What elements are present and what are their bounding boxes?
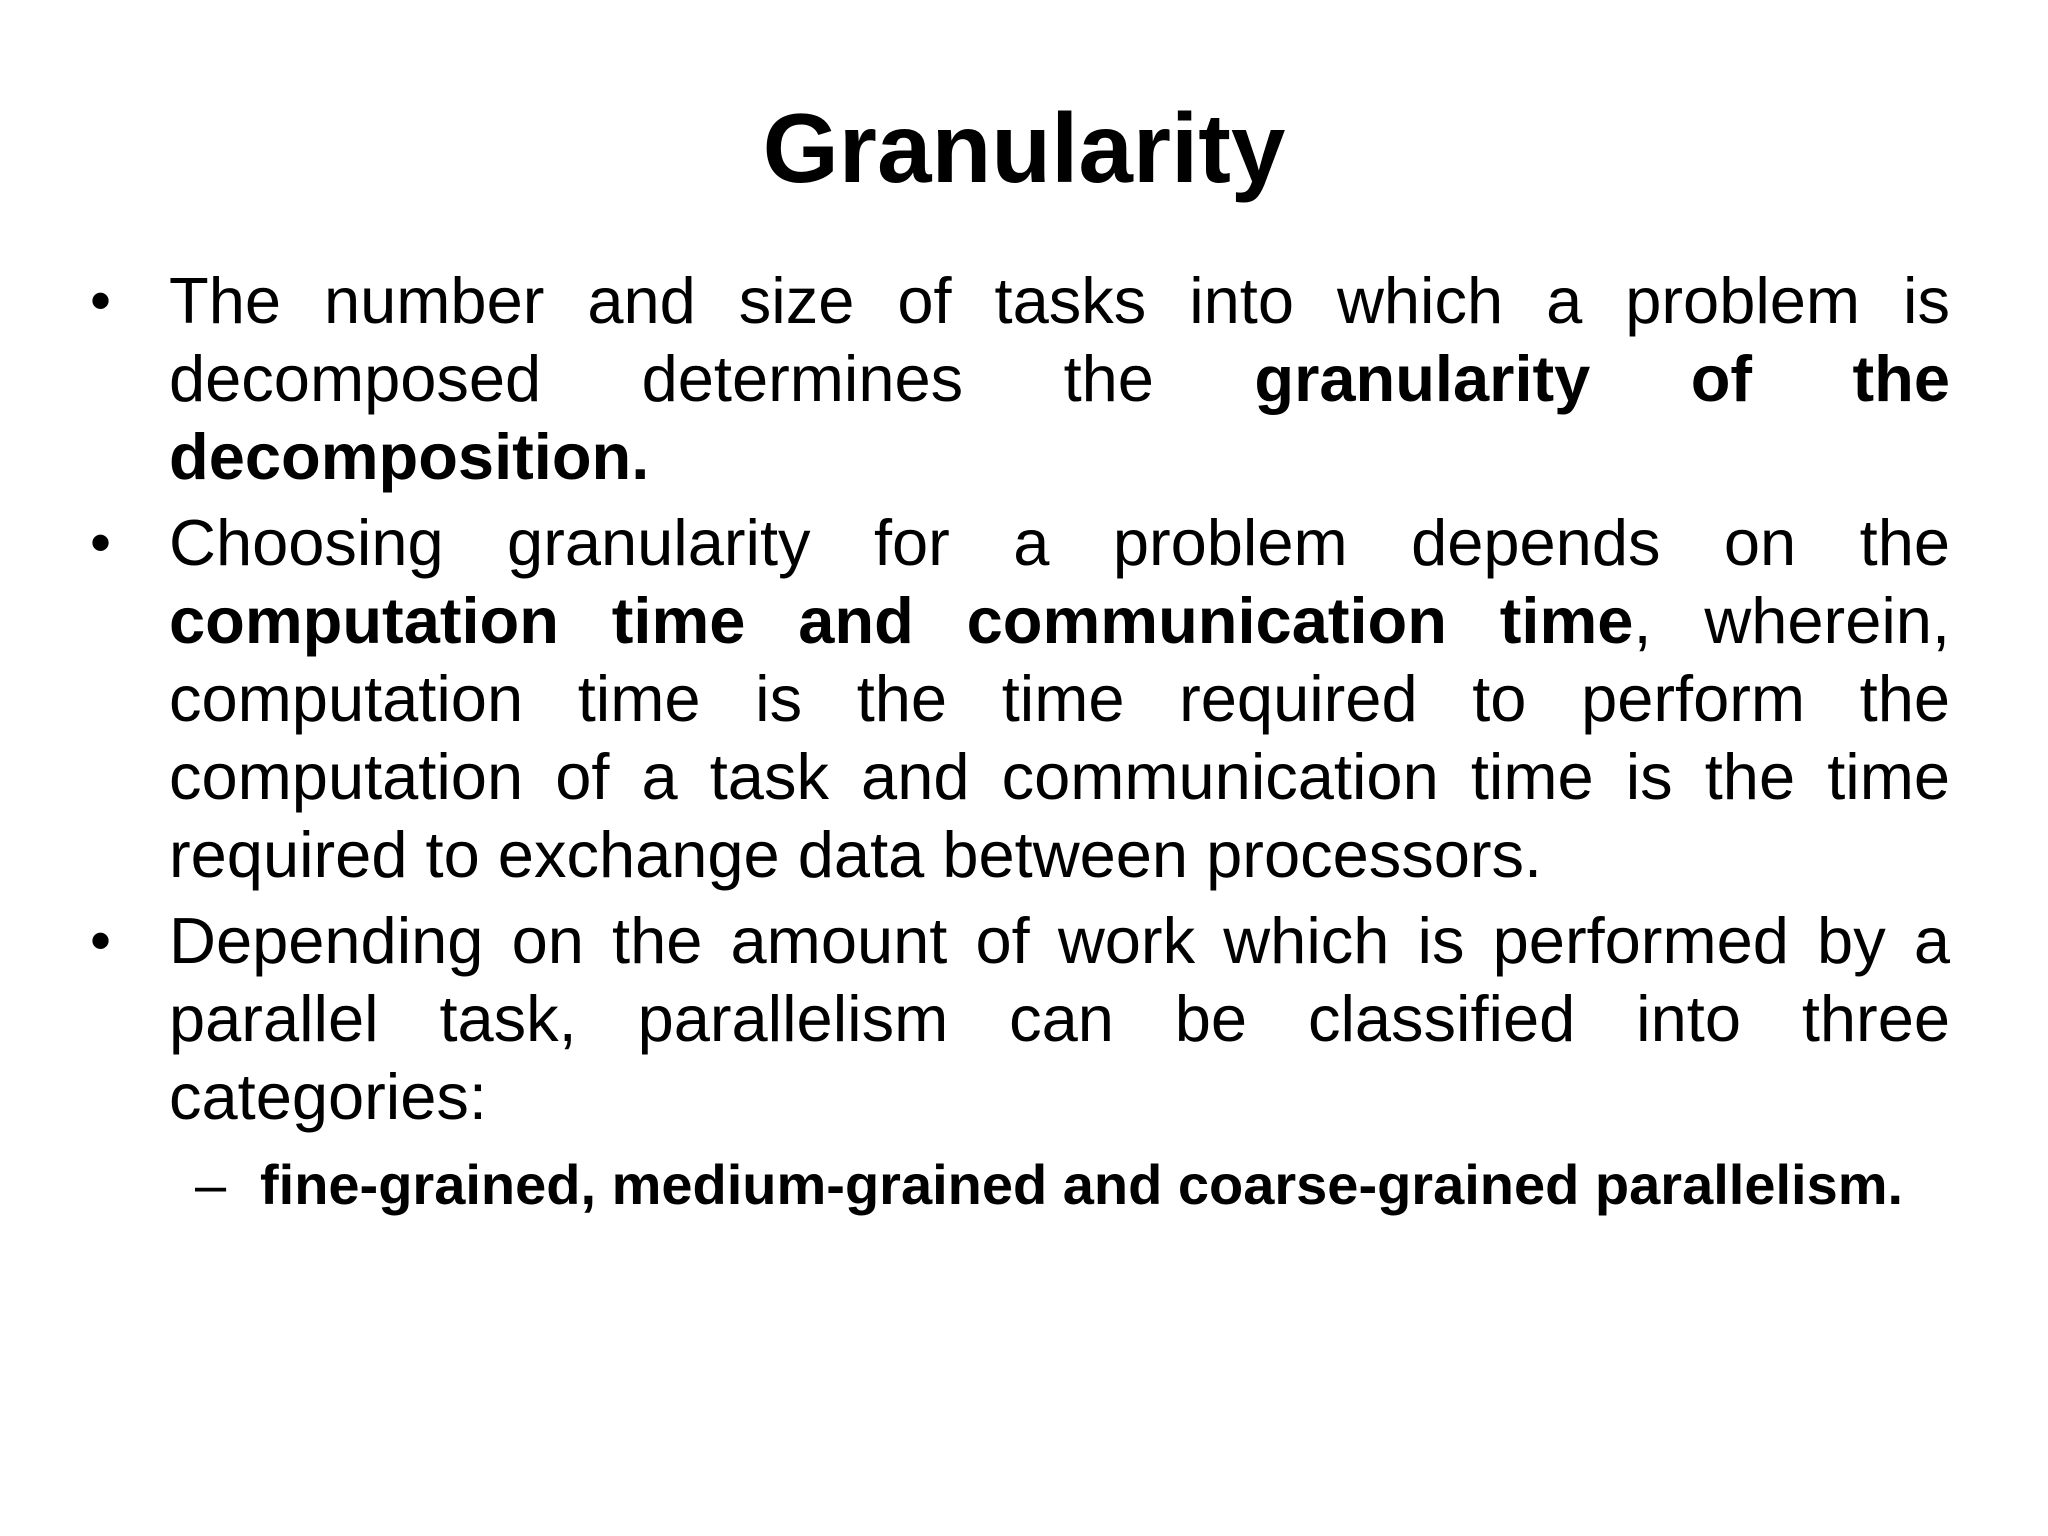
bullet-text-segment: , wherein, computation time is the time required to perform the computation of a task and communication time is the time required to exchange data between processors. xyxy=(169,584,1951,891)
bullet-text-segment: Choosing granularity for a problem depends on the xyxy=(169,506,1950,579)
bullet-text xyxy=(169,262,1950,496)
bullet-text-segment-bold: granularity of the decomposition. xyxy=(169,342,1950,493)
bullet-text-segment-bold: computation time and communication time xyxy=(169,584,1634,657)
bullet-text xyxy=(169,902,1950,1136)
bullet-item xyxy=(80,504,1950,894)
sub-bullet-item xyxy=(80,1152,1950,1218)
bullet-text xyxy=(169,504,1950,894)
bullet-item xyxy=(80,262,1950,496)
sub-bullet-text: fine-grained, medium-grained and coarse-grained parallelism. xyxy=(260,1153,1904,1216)
bullet-text-segment: The number and size of tasks into which a problem is decomposed determines the xyxy=(169,264,1950,415)
sub-bullet-dash-icon: – xyxy=(195,1153,227,1216)
bullet-dot-icon: • xyxy=(90,267,112,334)
bullet-text-segment: Depending on the amount of work which is performed by a parallel task, parallelism can be classified into three categories: xyxy=(169,904,1950,1133)
bullet-dot-icon: • xyxy=(90,509,112,576)
slide-content xyxy=(80,262,1950,1218)
bullet-dot-icon: • xyxy=(90,907,112,974)
slide-title: Granularity xyxy=(762,93,1286,203)
bullet-item xyxy=(80,902,1950,1136)
